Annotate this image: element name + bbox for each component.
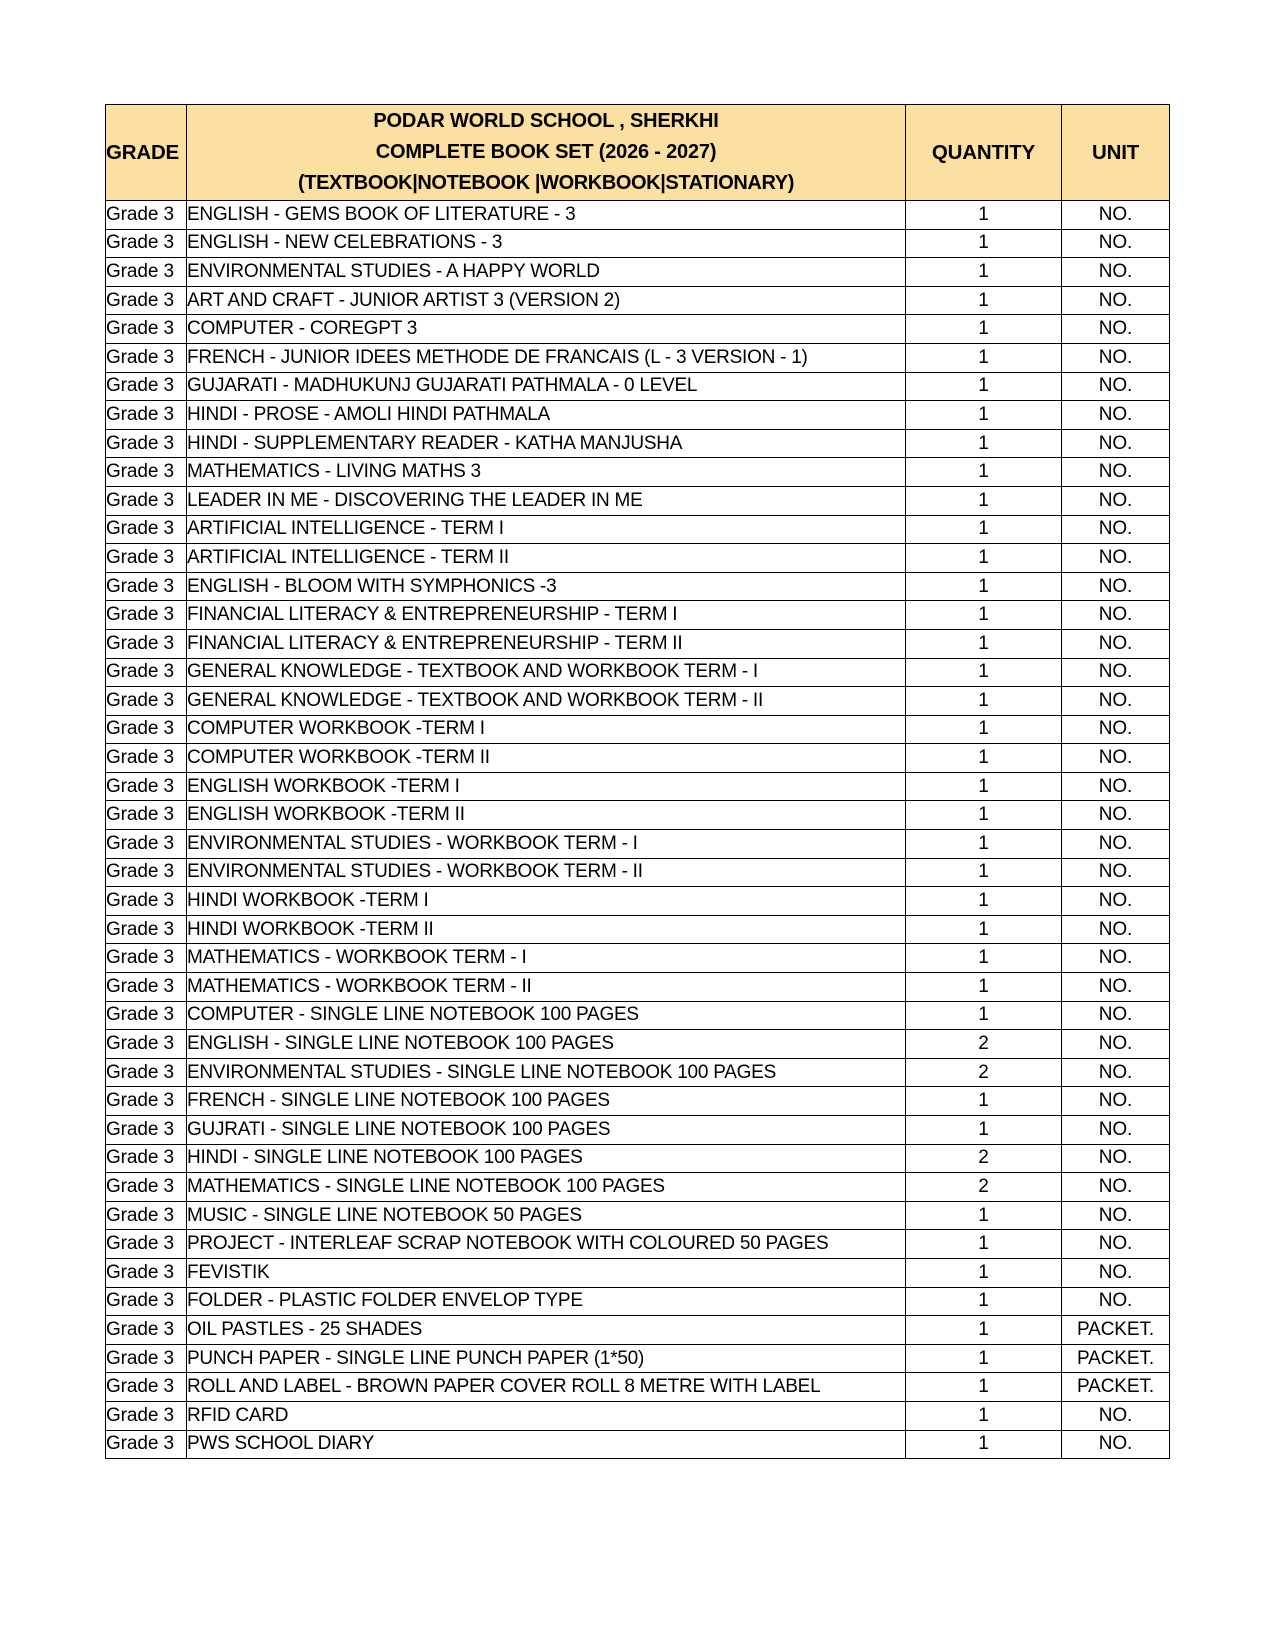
cell-quantity: 1 [906, 343, 1062, 372]
table-row [106, 1144, 1170, 1173]
table-row [106, 915, 1170, 944]
cell-description: MATHEMATICS - WORKBOOK TERM - I [187, 944, 906, 973]
cell-grade: Grade 3 [106, 1230, 187, 1259]
cell-quantity: 1 [906, 601, 1062, 630]
cell-unit: PACKET. [1062, 1316, 1170, 1345]
cell-quantity: 1 [906, 1316, 1062, 1345]
cell-description: ROLL AND LABEL - BROWN PAPER COVER ROLL 8 METRE WITH LABEL [187, 1373, 906, 1402]
table-row [106, 1087, 1170, 1116]
cell-description: HINDI - SUPPLEMENTARY READER - KATHA MANJUSHA [187, 429, 906, 458]
cell-unit: NO. [1062, 1287, 1170, 1316]
cell-quantity: 2 [906, 1144, 1062, 1173]
cell-description: PWS SCHOOL DIARY [187, 1430, 906, 1459]
cell-grade: Grade 3 [106, 515, 187, 544]
cell-description: COMPUTER WORKBOOK -TERM I [187, 715, 906, 744]
table-row [106, 830, 1170, 859]
cell-quantity: 1 [906, 944, 1062, 973]
cell-unit: NO. [1062, 229, 1170, 258]
cell-grade: Grade 3 [106, 286, 187, 315]
cell-grade: Grade 3 [106, 1001, 187, 1030]
cell-description: HINDI WORKBOOK -TERM II [187, 915, 906, 944]
cell-description: OIL PASTLES - 25 SHADES [187, 1316, 906, 1345]
table-row [106, 1001, 1170, 1030]
cell-grade: Grade 3 [106, 458, 187, 487]
column-header-unit: UNIT [1062, 105, 1170, 201]
cell-grade: Grade 3 [106, 629, 187, 658]
cell-unit: NO. [1062, 1401, 1170, 1430]
cell-unit: NO. [1062, 1173, 1170, 1202]
cell-description: ENGLISH - NEW CELEBRATIONS - 3 [187, 229, 906, 258]
cell-quantity: 1 [906, 887, 1062, 916]
cell-description: COMPUTER - SINGLE LINE NOTEBOOK 100 PAGES [187, 1001, 906, 1030]
cell-grade: Grade 3 [106, 944, 187, 973]
cell-grade: Grade 3 [106, 1201, 187, 1230]
cell-description: GUJRATI - SINGLE LINE NOTEBOOK 100 PAGES [187, 1116, 906, 1145]
table-row [106, 601, 1170, 630]
cell-quantity: 1 [906, 544, 1062, 573]
cell-description: HINDI - SINGLE LINE NOTEBOOK 100 PAGES [187, 1144, 906, 1173]
cell-quantity: 1 [906, 429, 1062, 458]
cell-quantity: 1 [906, 1373, 1062, 1402]
table-row [106, 1344, 1170, 1373]
cell-description: MATHEMATICS - WORKBOOK TERM - II [187, 973, 906, 1002]
cell-description: ART AND CRAFT - JUNIOR ARTIST 3 (VERSION 2) [187, 286, 906, 315]
cell-description: MATHEMATICS - LIVING MATHS 3 [187, 458, 906, 487]
cell-description: HINDI WORKBOOK -TERM I [187, 887, 906, 916]
cell-unit: NO. [1062, 1116, 1170, 1145]
table-row [106, 887, 1170, 916]
table-row [106, 458, 1170, 487]
cell-quantity: 1 [906, 201, 1062, 230]
cell-quantity: 1 [906, 1087, 1062, 1116]
cell-quantity: 2 [906, 1173, 1062, 1202]
cell-description: GENERAL KNOWLEDGE - TEXTBOOK AND WORKBOOK TERM - II [187, 687, 906, 716]
cell-grade: Grade 3 [106, 915, 187, 944]
cell-description: LEADER IN ME - DISCOVERING THE LEADER IN ME [187, 486, 906, 515]
cell-description: ENVIRONMENTAL STUDIES - WORKBOOK TERM - II [187, 858, 906, 887]
table-row [106, 515, 1170, 544]
cell-unit: NO. [1062, 1030, 1170, 1059]
cell-description: ENVIRONMENTAL STUDIES - SINGLE LINE NOTEBOOK 100 PAGES [187, 1058, 906, 1087]
categories-line: (TEXTBOOK|NOTEBOOK |WORKBOOK|STATIONARY) [298, 172, 794, 194]
cell-quantity: 1 [906, 486, 1062, 515]
cell-description: ENGLISH WORKBOOK -TERM I [187, 772, 906, 801]
table-body [106, 201, 1170, 1459]
cell-unit: NO. [1062, 658, 1170, 687]
cell-description: COMPUTER WORKBOOK -TERM II [187, 744, 906, 773]
table-row [106, 801, 1170, 830]
cell-grade: Grade 3 [106, 1373, 187, 1402]
cell-description: ARTIFICIAL INTELLIGENCE - TERM I [187, 515, 906, 544]
table-row [106, 858, 1170, 887]
cell-unit: NO. [1062, 715, 1170, 744]
cell-grade: Grade 3 [106, 1344, 187, 1373]
cell-grade: Grade 3 [106, 372, 187, 401]
cell-quantity: 1 [906, 1258, 1062, 1287]
cell-unit: NO. [1062, 572, 1170, 601]
cell-quantity: 1 [906, 744, 1062, 773]
cell-unit: NO. [1062, 1001, 1170, 1030]
table-row [106, 744, 1170, 773]
table-row [106, 973, 1170, 1002]
cell-quantity: 1 [906, 315, 1062, 344]
cell-description: PUNCH PAPER - SINGLE LINE PUNCH PAPER (1*50) [187, 1344, 906, 1373]
table-row [106, 629, 1170, 658]
cell-grade: Grade 3 [106, 1401, 187, 1430]
table-row [106, 1287, 1170, 1316]
cell-quantity: 1 [906, 658, 1062, 687]
cell-grade: Grade 3 [106, 258, 187, 287]
cell-description: FEVISTIK [187, 1258, 906, 1287]
table-row [106, 544, 1170, 573]
table-row [106, 1230, 1170, 1259]
cell-unit: NO. [1062, 1230, 1170, 1259]
table-row [106, 486, 1170, 515]
cell-quantity: 1 [906, 286, 1062, 315]
cell-grade: Grade 3 [106, 343, 187, 372]
table-row [106, 772, 1170, 801]
cell-quantity: 1 [906, 1001, 1062, 1030]
table-row [106, 572, 1170, 601]
cell-unit: NO. [1062, 1258, 1170, 1287]
cell-quantity: 1 [906, 515, 1062, 544]
cell-description: ENGLISH - SINGLE LINE NOTEBOOK 100 PAGES [187, 1030, 906, 1059]
cell-description: FINANCIAL LITERACY & ENTREPRENEURSHIP - TERM I [187, 601, 906, 630]
column-header-title [187, 105, 906, 201]
cell-grade: Grade 3 [106, 1030, 187, 1059]
cell-grade: Grade 3 [106, 687, 187, 716]
table-row [106, 1173, 1170, 1202]
cell-grade: Grade 3 [106, 544, 187, 573]
table-row [106, 1373, 1170, 1402]
cell-quantity: 1 [906, 258, 1062, 287]
cell-quantity: 2 [906, 1058, 1062, 1087]
book-set-year-line: COMPLETE BOOK SET (2026 - 2027) [375, 141, 717, 163]
table-row [106, 944, 1170, 973]
cell-unit: NO. [1062, 744, 1170, 773]
cell-unit: NO. [1062, 1058, 1170, 1087]
table-row [106, 229, 1170, 258]
table-row [106, 715, 1170, 744]
cell-unit: NO. [1062, 858, 1170, 887]
cell-quantity: 1 [906, 801, 1062, 830]
cell-grade: Grade 3 [106, 1173, 187, 1202]
cell-quantity: 1 [906, 1287, 1062, 1316]
cell-description: COMPUTER - COREGPT 3 [187, 315, 906, 344]
cell-unit: NO. [1062, 258, 1170, 287]
cell-grade: Grade 3 [106, 744, 187, 773]
cell-grade: Grade 3 [106, 1316, 187, 1345]
table-row [106, 658, 1170, 687]
cell-description: FINANCIAL LITERACY & ENTREPRENEURSHIP - TERM II [187, 629, 906, 658]
cell-description: GUJARATI - MADHUKUNJ GUJARATI PATHMALA - 0 LEVEL [187, 372, 906, 401]
cell-unit: NO. [1062, 1087, 1170, 1116]
cell-unit: NO. [1062, 401, 1170, 430]
cell-description: RFID CARD [187, 1401, 906, 1430]
table-row [106, 372, 1170, 401]
cell-quantity: 1 [906, 1230, 1062, 1259]
cell-unit: PACKET. [1062, 1344, 1170, 1373]
cell-unit: NO. [1062, 201, 1170, 230]
cell-quantity: 1 [906, 572, 1062, 601]
column-header-grade: GRADE [106, 105, 187, 201]
cell-quantity: 1 [906, 1344, 1062, 1373]
table-row [106, 429, 1170, 458]
cell-grade: Grade 3 [106, 601, 187, 630]
table-row [106, 1430, 1170, 1459]
table-row [106, 1201, 1170, 1230]
cell-unit: NO. [1062, 486, 1170, 515]
cell-quantity: 1 [906, 1401, 1062, 1430]
cell-quantity: 1 [906, 715, 1062, 744]
cell-quantity: 1 [906, 629, 1062, 658]
table-row [106, 1258, 1170, 1287]
cell-quantity: 1 [906, 830, 1062, 859]
cell-unit: NO. [1062, 830, 1170, 859]
cell-grade: Grade 3 [106, 830, 187, 859]
cell-grade: Grade 3 [106, 715, 187, 744]
cell-description: MATHEMATICS - SINGLE LINE NOTEBOOK 100 PAGES [187, 1173, 906, 1202]
table-row [106, 343, 1170, 372]
school-name-line: PODAR WORLD SCHOOL , SHERKHI [373, 110, 719, 132]
cell-unit: NO. [1062, 801, 1170, 830]
cell-grade: Grade 3 [106, 401, 187, 430]
cell-unit: NO. [1062, 429, 1170, 458]
cell-description: ENGLISH - GEMS BOOK OF LITERATURE - 3 [187, 201, 906, 230]
cell-unit: NO. [1062, 944, 1170, 973]
cell-description: ENVIRONMENTAL STUDIES - A HAPPY WORLD [187, 258, 906, 287]
cell-grade: Grade 3 [106, 658, 187, 687]
cell-grade: Grade 3 [106, 887, 187, 916]
cell-unit: NO. [1062, 515, 1170, 544]
book-set-table-container [105, 104, 1169, 1459]
cell-unit: NO. [1062, 772, 1170, 801]
cell-quantity: 1 [906, 1201, 1062, 1230]
cell-quantity: 1 [906, 372, 1062, 401]
cell-quantity: 2 [906, 1030, 1062, 1059]
table-row [106, 258, 1170, 287]
cell-description: FOLDER - PLASTIC FOLDER ENVELOP TYPE [187, 1287, 906, 1316]
cell-quantity: 1 [906, 973, 1062, 1002]
cell-grade: Grade 3 [106, 1058, 187, 1087]
cell-quantity: 1 [906, 229, 1062, 258]
cell-quantity: 1 [906, 1430, 1062, 1459]
cell-quantity: 1 [906, 772, 1062, 801]
cell-grade: Grade 3 [106, 1287, 187, 1316]
cell-grade: Grade 3 [106, 315, 187, 344]
cell-grade: Grade 3 [106, 772, 187, 801]
table-header [106, 105, 1170, 201]
cell-grade: Grade 3 [106, 1430, 187, 1459]
cell-grade: Grade 3 [106, 1144, 187, 1173]
cell-quantity: 1 [906, 1116, 1062, 1145]
cell-grade: Grade 3 [106, 858, 187, 887]
cell-unit: NO. [1062, 372, 1170, 401]
cell-grade: Grade 3 [106, 973, 187, 1002]
cell-quantity: 1 [906, 401, 1062, 430]
cell-unit: NO. [1062, 1144, 1170, 1173]
book-set-table [105, 104, 1170, 1459]
cell-grade: Grade 3 [106, 1258, 187, 1287]
cell-unit: NO. [1062, 343, 1170, 372]
cell-quantity: 1 [906, 915, 1062, 944]
cell-unit: NO. [1062, 973, 1170, 1002]
cell-description: MUSIC - SINGLE LINE NOTEBOOK 50 PAGES [187, 1201, 906, 1230]
cell-description: ENVIRONMENTAL STUDIES - WORKBOOK TERM - I [187, 830, 906, 859]
table-row [106, 1030, 1170, 1059]
table-row [106, 1401, 1170, 1430]
cell-unit: NO. [1062, 601, 1170, 630]
cell-description: FRENCH - JUNIOR IDEES METHODE DE FRANCAIS (L - 3 VERSION - 1) [187, 343, 906, 372]
table-row [106, 1058, 1170, 1087]
cell-description: ARTIFICIAL INTELLIGENCE - TERM II [187, 544, 906, 573]
cell-grade: Grade 3 [106, 201, 187, 230]
column-header-quantity: QUANTITY [906, 105, 1062, 201]
cell-quantity: 1 [906, 858, 1062, 887]
table-row [106, 401, 1170, 430]
cell-unit: NO. [1062, 887, 1170, 916]
cell-unit: NO. [1062, 286, 1170, 315]
table-row [106, 687, 1170, 716]
cell-quantity: 1 [906, 687, 1062, 716]
cell-unit: NO. [1062, 544, 1170, 573]
table-row [106, 201, 1170, 230]
cell-grade: Grade 3 [106, 229, 187, 258]
cell-grade: Grade 3 [106, 801, 187, 830]
cell-unit: NO. [1062, 687, 1170, 716]
cell-unit: NO. [1062, 915, 1170, 944]
cell-unit: NO. [1062, 315, 1170, 344]
cell-unit: NO. [1062, 1430, 1170, 1459]
cell-quantity: 1 [906, 458, 1062, 487]
cell-unit: NO. [1062, 458, 1170, 487]
header-row [106, 105, 1170, 201]
table-row [106, 315, 1170, 344]
table-row [106, 286, 1170, 315]
cell-grade: Grade 3 [106, 572, 187, 601]
cell-description: ENGLISH WORKBOOK -TERM II [187, 801, 906, 830]
cell-description: ENGLISH - BLOOM WITH SYMPHONICS -3 [187, 572, 906, 601]
cell-description: FRENCH - SINGLE LINE NOTEBOOK 100 PAGES [187, 1087, 906, 1116]
cell-unit: NO. [1062, 1201, 1170, 1230]
cell-description: HINDI - PROSE - AMOLI HINDI PATHMALA [187, 401, 906, 430]
table-row [106, 1116, 1170, 1145]
cell-description: GENERAL KNOWLEDGE - TEXTBOOK AND WORKBOOK TERM - I [187, 658, 906, 687]
cell-unit: PACKET. [1062, 1373, 1170, 1402]
cell-grade: Grade 3 [106, 1116, 187, 1145]
cell-unit: NO. [1062, 629, 1170, 658]
cell-description: PROJECT - INTERLEAF SCRAP NOTEBOOK WITH COLOURED 50 PAGES [187, 1230, 906, 1259]
table-row [106, 1316, 1170, 1345]
cell-grade: Grade 3 [106, 1087, 187, 1116]
cell-grade: Grade 3 [106, 429, 187, 458]
cell-grade: Grade 3 [106, 486, 187, 515]
